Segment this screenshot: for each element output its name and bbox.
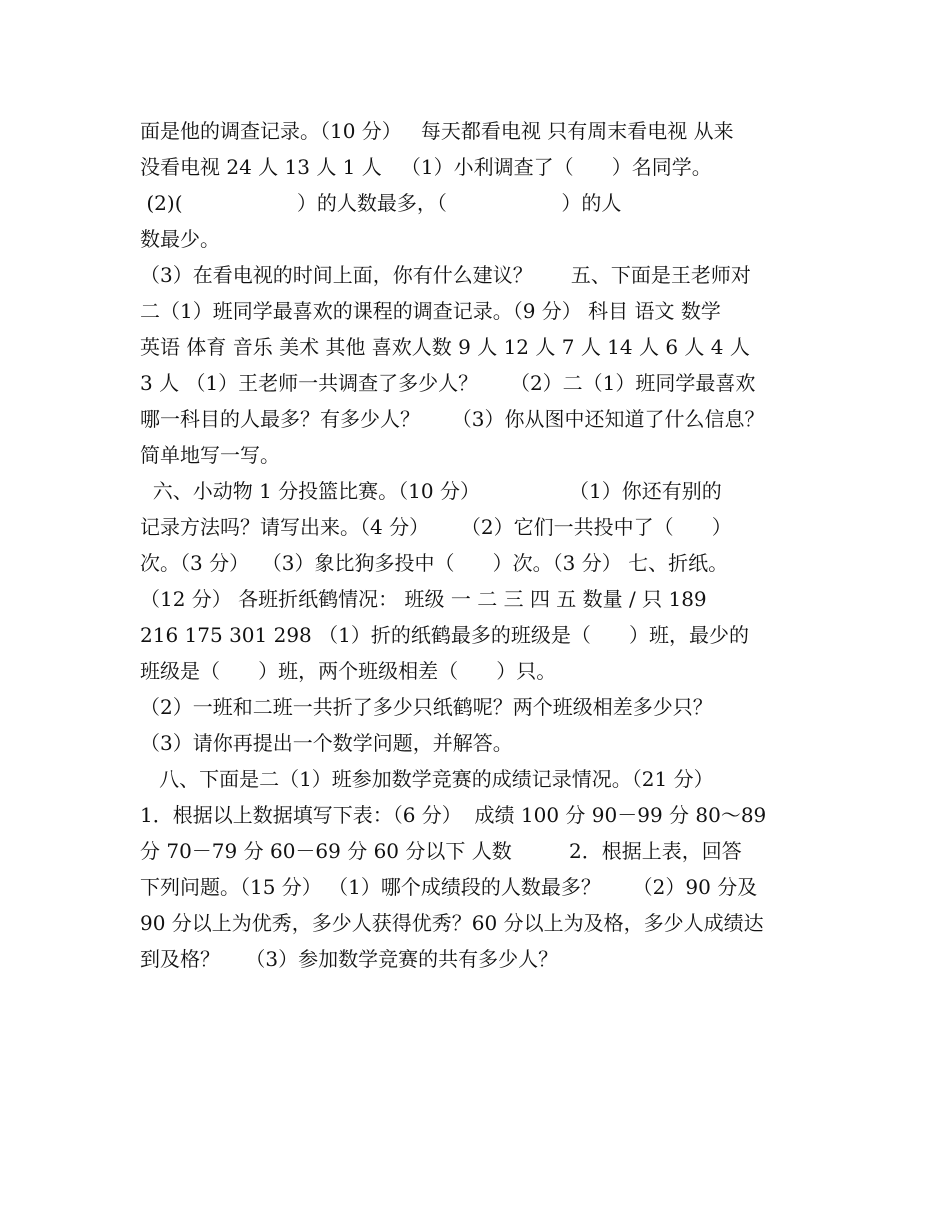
text-line-17: （2）一班和二班一共折了多少只纸鹤呢？两个班级相差多少只？ [140, 695, 713, 719]
text-line-7: 英语 体育 音乐 美术 其他 喜欢人数 9 人 12 人 7 人 14 人 6 人 4 人 [140, 335, 750, 359]
text-line-4: 数最少。 [140, 227, 220, 251]
text-line-10: 简单地写一写。 [140, 443, 280, 467]
text-line-11: 六、小动物 1 分投篮比赛。（10 分） （1）你还有别的 [140, 479, 722, 503]
text-line-22: 下列问题。（15 分） （1）哪个成绩段的人数最多？ （2）90 分及 [140, 875, 758, 899]
text-line-14: （12 分） 各班折纸鹤情况： 班级 一 二 三 四 五 数量 / 只 189 [140, 587, 707, 611]
text-line-6: 二（1）班同学最喜欢的课程的调查记录。（9 分） 科目 语文 数学 [140, 299, 721, 323]
text-line-20: 1．根据以上数据填写下表：（6 分） 成绩 100 分 90－99 分 80～89 [140, 803, 767, 827]
text-line-5: （3）在看电视的时间上面，你有什么建议？ 五、下面是王老师对 [140, 263, 751, 287]
text-line-8: 3 人 （1）王老师一共调查了多少人？ （2）二（1）班同学最喜欢 [140, 371, 756, 395]
text-line-12: 记录方法吗？请写出来。（4 分） （2）它们一共投中了（ ） [140, 515, 732, 539]
text-line-9: 哪一科目的人最多？有多少人？ （3）你从图中还知道了什么信息？ [140, 407, 765, 431]
text-line-23: 90 分以上为优秀，多少人获得优秀？60 分以上为及格，多少人成绩达 [140, 911, 764, 935]
text-line-18: （3）请你再提出一个数学问题，并解答。 [140, 731, 513, 755]
text-line-3: (2)( ）的人数最多，（ ）的人 [140, 191, 622, 215]
text-line-13: 次。（3 分） （3）象比狗多投中（ ）次。（3 分） 七、折纸。 [140, 551, 729, 575]
text-line-24: 到及格？ （3）参加数学竞赛的共有多少人？ [140, 947, 559, 971]
text-line-1: 面是他的调查记录。（10 分） 每天都看电视 只有周末看电视 从来 [140, 119, 734, 143]
text-line-16: 班级是（ ）班，两个班级相差（ ）只。 [140, 659, 557, 683]
text-line-15: 216 175 301 298 （1）折的纸鹤最多的班级是（ ）班，最少的 [140, 623, 749, 647]
text-line-21: 分 70－79 分 60－69 分 60 分以下 人数 2．根据上表，回答 [140, 839, 742, 863]
text-line-2: 没看电视 24 人 13 人 1 人 （1）小利调查了（ ）名同学。 [140, 155, 712, 179]
text-line-19: 八、下面是二（1）班参加数学竞赛的成绩记录情况。（21 分） [140, 767, 714, 791]
